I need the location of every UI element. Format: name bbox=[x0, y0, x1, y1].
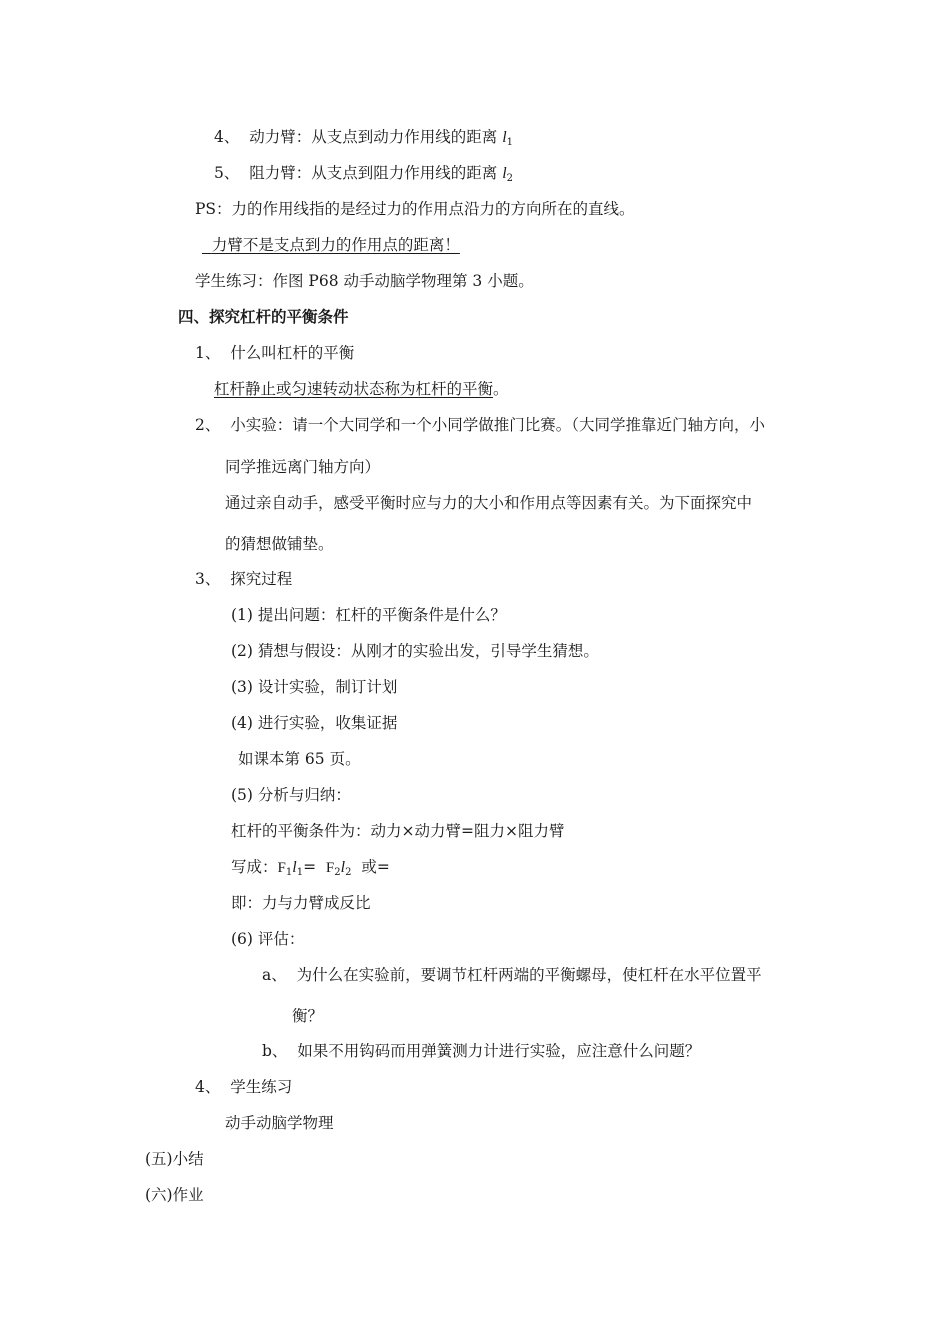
question-a bbox=[262, 965, 762, 985]
step-6: (6) 评估： bbox=[231, 930, 305, 948]
definition-tail: 。 bbox=[493, 380, 509, 398]
symbol-F1: F bbox=[277, 860, 286, 876]
equals: = bbox=[303, 858, 321, 876]
list-number: 1、 bbox=[195, 344, 221, 362]
question-text: 为什么在实验前，要调节杠杆两端的平衡螺母，使杠杆在水平位置平 bbox=[296, 966, 762, 984]
step-4: (4) 进行实验，收集证据 bbox=[231, 714, 398, 732]
symbol-l: l bbox=[502, 129, 507, 146]
list-number: 4、 bbox=[214, 128, 240, 146]
item-text: 探究过程 bbox=[230, 570, 293, 588]
list-number: 2、 bbox=[195, 416, 221, 434]
step-2: (2) 猜想与假设：从刚才的实验出发，引导学生猜想。 bbox=[231, 642, 599, 660]
item-4-detail: 动手动脑学物理 bbox=[225, 1114, 334, 1132]
item-2-continued: 同学推远离门轴方向） bbox=[225, 458, 381, 476]
step-5: (5) 分析与归纳： bbox=[231, 786, 351, 804]
item-3 bbox=[195, 569, 292, 589]
ps-underlined-note bbox=[202, 235, 460, 255]
list-number: 5、 bbox=[214, 164, 240, 182]
item-2-paragraph-1: 通过亲自动手，感受平衡时应与力的大小和作用点等因素有关。为下面探究中 bbox=[225, 494, 753, 512]
list-number: 4、 bbox=[195, 1078, 221, 1096]
question-text: 如果不用钩码而用弹簧测力计进行实验，应注意什么问题？ bbox=[297, 1042, 701, 1060]
section-6-heading: (六)作业 bbox=[145, 1186, 204, 1204]
symbol-l1: l bbox=[292, 859, 297, 876]
item-text: 什么叫杠杆的平衡 bbox=[230, 344, 355, 362]
practice-line: 学生练习：作图 P68 动手动脑学物理第 3 小题。 bbox=[195, 272, 534, 290]
symbol-subscript: 1 bbox=[285, 867, 293, 878]
definition-text: 动力臂：从支点到动力作用线的距离 bbox=[249, 128, 498, 146]
symbol-subscript: 1 bbox=[296, 867, 304, 878]
question-a-continued: 衡？ bbox=[292, 1007, 324, 1025]
list-letter: b、 bbox=[262, 1042, 288, 1060]
balance-condition: 杠杆的平衡条件为：动力×动力臂=阻力×阻力臂 bbox=[231, 822, 565, 840]
symbol-l: l bbox=[502, 165, 507, 182]
definition-underlined: 杠杆静止或匀速转动状态称为杠杆的平衡 bbox=[214, 380, 494, 398]
step-3: (3) 设计实验，制订计划 bbox=[231, 678, 398, 696]
symbol-subscript: 2 bbox=[506, 173, 514, 184]
item-2 bbox=[195, 415, 765, 435]
formula-line bbox=[231, 857, 390, 883]
question-b bbox=[262, 1041, 700, 1061]
item-text: 学生练习 bbox=[230, 1078, 293, 1096]
step-1: (1) 提出问题：杠杆的平衡条件是什么？ bbox=[231, 606, 506, 624]
section-5-heading: (五)小结 bbox=[145, 1150, 204, 1168]
ps-underlined-text: 力臂不是支点到力的作用点的距离！ bbox=[211, 236, 460, 254]
symbol-F2: F bbox=[325, 860, 335, 876]
item-1 bbox=[195, 343, 354, 363]
item-text: 小实验：请一个大同学和一个小同学做推门比赛。（大同学推靠近门轴方向，小 bbox=[230, 416, 765, 434]
ps-note: PS：力的作用线指的是经过力的作用点沿力的方向所在的直线。 bbox=[195, 200, 635, 218]
line-moment-arm-effort bbox=[214, 127, 513, 153]
item-2-paragraph-2: 的猜想做铺垫。 bbox=[225, 535, 334, 553]
formula-tail: 或= bbox=[356, 858, 390, 876]
step-4-note: 如课本第 65 页。 bbox=[238, 750, 361, 768]
line-moment-arm-load bbox=[214, 163, 513, 189]
item-4 bbox=[195, 1077, 292, 1097]
symbol-subscript: 1 bbox=[506, 137, 514, 148]
item-1-definition bbox=[214, 379, 509, 399]
definition-text: 阻力臂：从支点到阻力作用线的距离 bbox=[249, 164, 498, 182]
symbol-l2: l bbox=[340, 859, 346, 876]
list-number: 3、 bbox=[195, 570, 221, 588]
symbol-subscript: 2 bbox=[345, 867, 352, 878]
formula-prefix: 写成： bbox=[231, 858, 278, 876]
section-4-heading: 四、探究杠杆的平衡条件 bbox=[178, 308, 349, 326]
symbol-subscript: 2 bbox=[334, 867, 341, 878]
inverse-relation: 即：力与力臂成反比 bbox=[231, 894, 371, 912]
list-letter: a、 bbox=[262, 966, 287, 984]
